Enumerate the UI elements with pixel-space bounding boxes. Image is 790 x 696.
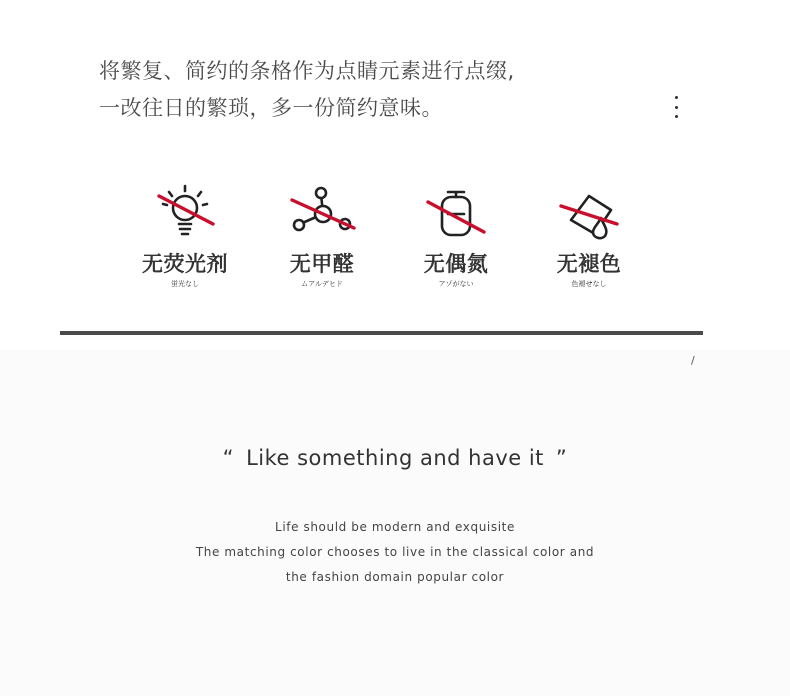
quote-text: Like something and have it [246, 446, 544, 470]
no-azo-bottle-icon [424, 182, 488, 242]
feature-no-fluorescent [130, 182, 240, 289]
feature-title: 无甲醛 [289, 252, 355, 276]
feature-title: 无荧光剂 [142, 252, 228, 276]
no-fluorescent-lightbulb-icon [153, 182, 217, 242]
description-line-2: The matching color chooses to live in the classical color and [195, 545, 595, 559]
feature-no-azo [401, 182, 511, 289]
section-divider [60, 331, 703, 335]
close-quote: ” [555, 446, 568, 470]
description-line-1: Life should be modern and exquisite [275, 520, 515, 534]
feature-subtitle: 色褪せなし [571, 280, 607, 288]
no-formaldehyde-molecule-icon [286, 182, 358, 242]
feature-title: 无褪色 [556, 252, 622, 276]
intro-text-line-1: 将繁复、简约的条格作为点睛元素进行点缀, [99, 59, 515, 83]
no-fading-dye-icon [557, 182, 621, 242]
feature-subtitle: 蛍光なし [171, 280, 199, 288]
feature-no-formaldehyde [267, 182, 377, 289]
feature-subtitle: アゾがない [438, 280, 474, 288]
feature-title: 无偶氮 [423, 252, 489, 276]
feature-no-fading [534, 182, 644, 289]
open-quote: “ [222, 446, 235, 470]
description-line-3: the fashion domain popular color [285, 570, 505, 584]
quote-heading [0, 446, 790, 470]
feature-subtitle: ムアルデヒド [301, 280, 343, 288]
intro-text-line-2: 一改往日的繁琐，多一份简约意味。 [99, 96, 443, 120]
quote-section [0, 350, 790, 696]
more-options-icon[interactable] [666, 94, 686, 120]
slash-mark: / [691, 354, 695, 367]
